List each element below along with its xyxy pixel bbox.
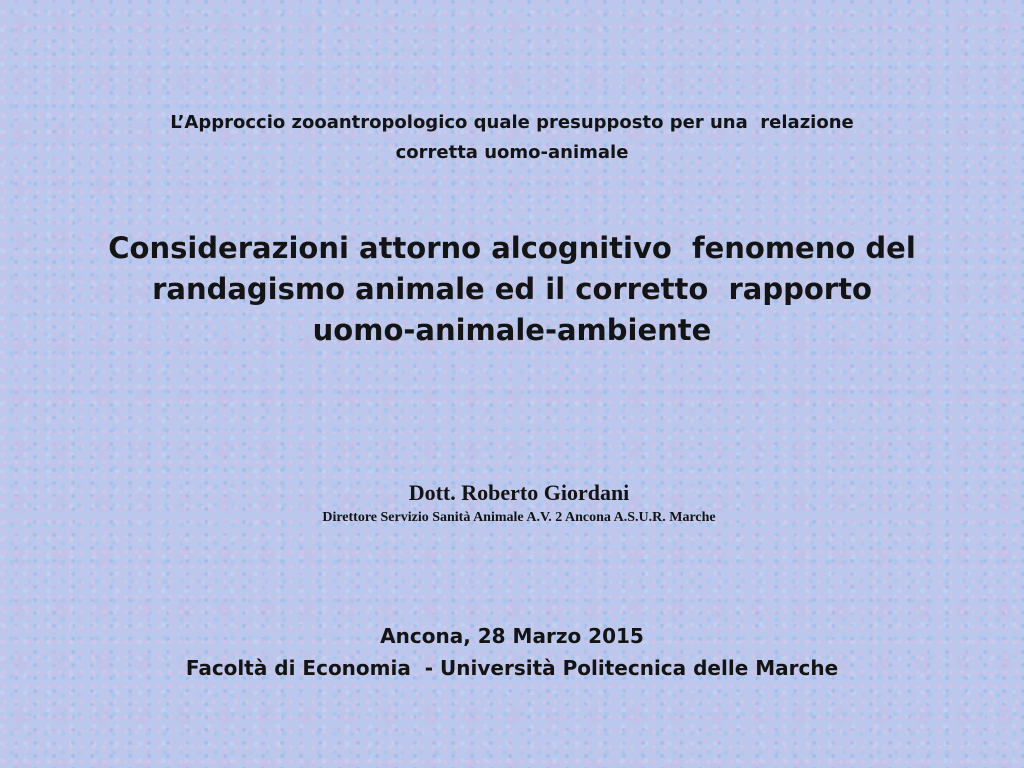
author-role: Direttore Servizio Sanità Animale A.V. 2 Ancona A.S.U.R. Marche (322, 510, 716, 525)
place-date: Ancona, 28 Marzo 2015 (380, 624, 644, 648)
slide-footer (40, 620, 984, 684)
title-line: Considerazioni attorno alcognitivo fenomeno del (108, 231, 916, 265)
subtitle-line: L’Approccio zooantropologico quale presupposto per una relazione (170, 112, 854, 133)
title-line: uomo-animale-ambiente (312, 313, 712, 347)
title-line: randagismo animale ed il corretto rapporto (152, 272, 872, 306)
slide-subtitle (80, 108, 944, 168)
subtitle-line: corretta uomo-animale (395, 142, 629, 163)
author-name: Dott. Roberto Giordani (408, 480, 630, 505)
author-block (0, 478, 1024, 528)
institution: Facoltà di Economia - Università Politecnica delle Marche (185, 656, 839, 680)
slide-title (60, 228, 964, 351)
